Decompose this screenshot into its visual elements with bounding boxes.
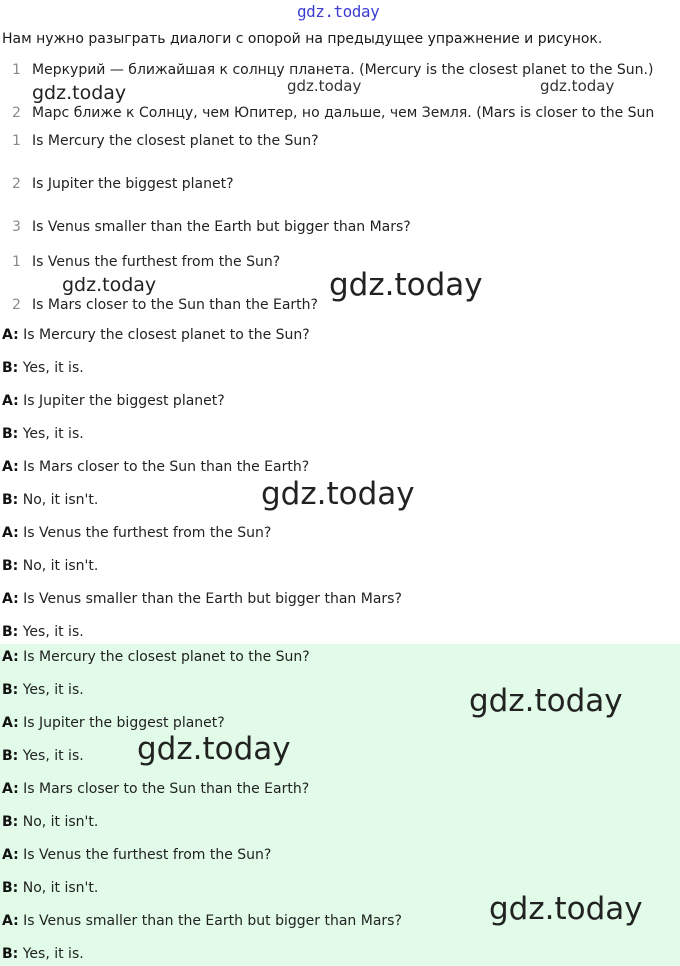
watermark: gdz.today (540, 77, 615, 95)
watermark: gdz.today (469, 683, 623, 719)
dialogue-line (2, 393, 225, 409)
speaker-label: A: (2, 525, 19, 541)
dialogue-line (2, 847, 271, 863)
dialogue-line (2, 558, 98, 574)
watermark-top: gdz.today (297, 2, 380, 21)
speaker-label: B: (2, 748, 19, 764)
task-intro: Нам нужно разыграть диалоги с опорой на предыдущее упражнение и рисунок. (2, 31, 603, 47)
speaker-label: B: (2, 946, 19, 962)
line-text: Is Venus smaller than the Earth but bigger than Mars? (18, 913, 402, 929)
question-item (12, 176, 234, 192)
speaker-label: A: (2, 393, 19, 409)
line-text: No, it isn't. (18, 880, 99, 896)
item-text: Марс ближе к Солнцу, чем Юпитер, но дальше, чем Земля. (Mars is closer to the Sun (32, 105, 655, 121)
watermark: gdz.today (261, 476, 415, 512)
speaker-label: B: (2, 360, 19, 376)
line-text: No, it isn't. (18, 558, 99, 574)
line-text: Yes, it is. (18, 624, 84, 640)
watermark: gdz.today (329, 267, 483, 303)
speaker-label: B: (2, 426, 19, 442)
item-number: 2 (12, 176, 21, 192)
item-number: 3 (12, 219, 21, 235)
dialogue-line (2, 360, 84, 376)
sentence-item (12, 62, 653, 78)
item-number: 1 (12, 133, 21, 149)
item-text: Меркурий — ближайшая к солнцу планета. (Mercury is the closest planet to the Sun.) (32, 62, 654, 78)
dialogue-line (2, 880, 98, 896)
dialogue-line (2, 946, 84, 962)
question-item (12, 254, 280, 270)
item-number: 1 (12, 254, 21, 270)
speaker-label: A: (2, 649, 19, 665)
item-number: 1 (12, 62, 21, 78)
speaker-label: B: (2, 558, 19, 574)
dialogue-line (2, 748, 84, 764)
line-text: Is Mercury the closest planet to the Sun? (18, 649, 310, 665)
speaker-label: B: (2, 682, 19, 698)
item-text: Is Mercury the closest planet to the Sun? (32, 133, 319, 149)
speaker-label: A: (2, 715, 19, 731)
speaker-label: A: (2, 913, 19, 929)
line-text: Is Venus smaller than the Earth but bigger than Mars? (18, 591, 402, 607)
line-text: Is Venus the furthest from the Sun? (18, 847, 272, 863)
watermark: gdz.today (62, 274, 157, 296)
item-text: Is Mars closer to the Sun than the Earth? (32, 297, 318, 313)
line-text: Is Jupiter the biggest planet? (18, 393, 225, 409)
dialogue-line (2, 327, 310, 343)
line-text: Is Mercury the closest planet to the Sun? (18, 327, 310, 343)
speaker-label: A: (2, 847, 19, 863)
speaker-label: A: (2, 781, 19, 797)
watermark: gdz.today (32, 82, 127, 104)
watermark: gdz.today (137, 731, 291, 767)
dialogue-line (2, 459, 309, 475)
speaker-label: B: (2, 492, 19, 508)
speaker-label: A: (2, 459, 19, 475)
line-text: Is Mars closer to the Sun than the Earth? (18, 459, 310, 475)
question-item (12, 133, 319, 149)
item-number: 2 (12, 105, 21, 121)
line-text: Is Jupiter the biggest planet? (18, 715, 225, 731)
dialogue-line (2, 715, 225, 731)
speaker-label: A: (2, 591, 19, 607)
dialogue-line (2, 682, 84, 698)
line-text: Is Venus the furthest from the Sun? (18, 525, 272, 541)
item-text: Is Venus the furthest from the Sun? (32, 254, 281, 270)
dialogue-line (2, 913, 402, 929)
speaker-label: B: (2, 880, 19, 896)
line-text: Yes, it is. (18, 426, 84, 442)
item-text: Is Venus smaller than the Earth but bigger than Mars? (32, 219, 411, 235)
line-text: Yes, it is. (18, 682, 84, 698)
item-text: Is Jupiter the biggest planet? (32, 176, 234, 192)
line-text: Yes, it is. (18, 946, 84, 962)
item-number: 2 (12, 297, 21, 313)
line-text: Is Mars closer to the Sun than the Earth? (18, 781, 310, 797)
line-text: Yes, it is. (18, 748, 84, 764)
dialogue-line (2, 649, 310, 665)
line-text: Yes, it is. (18, 360, 84, 376)
dialogue-line (2, 426, 84, 442)
speaker-label: B: (2, 814, 19, 830)
question-item (12, 219, 411, 235)
dialogue-line (2, 591, 402, 607)
question-item (12, 297, 318, 313)
dialogue-line (2, 814, 98, 830)
dialogue-line (2, 492, 98, 508)
dialogue-line (2, 624, 84, 640)
watermark: gdz.today (489, 891, 643, 927)
watermark: gdz.today (287, 77, 362, 95)
speaker-label: A: (2, 327, 19, 343)
sentence-item (12, 105, 654, 121)
line-text: No, it isn't. (18, 492, 99, 508)
dialogue-line (2, 525, 271, 541)
dialogue-line (2, 781, 309, 797)
line-text: No, it isn't. (18, 814, 99, 830)
speaker-label: B: (2, 624, 19, 640)
